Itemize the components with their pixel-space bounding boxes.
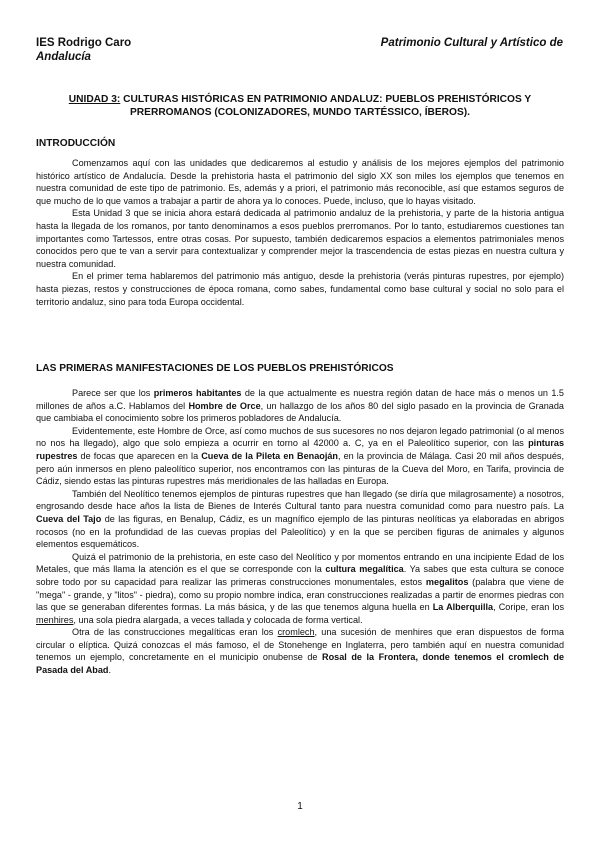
- bold-term: megalitos: [425, 576, 469, 587]
- header-school: [36, 36, 131, 64]
- page-number: 1: [297, 801, 303, 812]
- bold-term: Rosal de la Frontera, donde tenemos el cromlech de Pasada del Abad: [36, 652, 564, 676]
- section-paragraph-5: Otra de las construcciones megalíticas eran los cromlech, una sucesión de menhires que eran dispuestos de forma circular o elíptica. Quizá conozcas el más famoso, el de Stonehenge en Inglaterra, pero también aquí en nuestra comunidad tenemos un ejemplo, concretamente en el municipio onubense de Rosal de la Frontera, donde tenemos el cromlech de Pasada del Abad.: [36, 627, 564, 676]
- bold-term: primeros habitantes: [153, 388, 242, 398]
- intro-paragraph-3: En el primer tema hablaremos del patrimonio más antiguo, desde la prehistoria (verás pinturas rupestres, por ejemplo) hasta piezas, restos y construcciones de época romana, como sabes, fundamental como base cultural y social no solo para el territorio andaluz, sino para toda Europa occidental.: [36, 271, 564, 307]
- intro-paragraph-2: Esta Unidad 3 que se inicia ahora estará dedicada al patrimonio andaluz de la prehistoria, y parte de la historia antigua hasta la llegada de los romanos, por tanto denominamos a esos pueblos prerromanos. Por lo tanto, estudiaremos cuestiones tan importantes como Tartessos, entre otras cosas. Por supuesto, también dedicaremos espacios a elementos patrimoniales menos conocidos pero que te van a servir para contextualizar y comprender mejor la trascendencia de estas piezas en nuestra cultura y nuestra comunidad.: [36, 208, 564, 269]
- bold-term: Hombre de Orce: [188, 400, 261, 411]
- section-paragraph-1: Parece ser que los primeros habitantes de la que actualmente es nuestra región datan de hace más o menos un 1.5 millones de años a.C. Hablamos del Hombre de Orce, un hallazgo de los años 80 del siglo pasado en la provincia de Granada que cambiaba el conocimiento sobre los primeros pobladores de Andalucía.: [36, 388, 564, 424]
- section-heading: LAS PRIMERAS MANIFESTACIONES DE LOS PUEBLOS PREHISTÓRICOS: [36, 363, 394, 374]
- section-paragraph-2: Evidentemente, este Hombre de Orce, así como muchos de sus sucesores no nos dejaron legado patrimonial (o al menos no nos ha llegado), algo que solo empieza a ocurrir en torno al 42000 a. C, ya en el Paleolítico superior, con las pinturas rupestres de focas que aparecen en la Cueva de la Pileta en Benaoján, en la provincia de Málaga. Casi 20 mil años después, pero aún inmersos en pleno paleolítico superior, nos encontramos con las pinturas de la Cueva del Moro, en Tarifa, provincia de Cádiz, siendo estas las pinturas rupestres más meridionales de las halladas en Europa.: [36, 425, 564, 487]
- unit-title: [36, 93, 564, 119]
- intro-heading: INTRODUCCIÓN: [36, 138, 116, 149]
- underlined-term: menhires: [36, 614, 74, 625]
- unit-title-text: CULTURAS HISTÓRICAS EN PATRIMONIO ANDALUZ: PUEBLOS PREHISTÓRICOS Y PRERROMANOS (COLONIZADORES, MUNDO TARTÉSSICO, ÍBEROS).: [120, 94, 532, 118]
- bold-term: Cueva de la Pileta en Benaoján: [201, 450, 338, 461]
- intro-paragraph-1: Comenzamos aquí con las unidades que dedicaremos al estudio y análisis de los mejores ejemplos del patrimonio histórico artístico de Andalucía. Desde la prehistoria hasta el patrimonio del siglo XX son miles los ejemplos que tenemos en nuestra comunidad de este tipo de patrimonio. Es, además y a priori, el patrimonio más reconocible, así que estamos seguros de que mucho de lo que vamos a trabajar a partir de ahora ya lo conoces. Puede, incluso, que lo hayas visitado.: [36, 158, 564, 206]
- header-subject: Patrimonio Cultural y Artístico de: [380, 37, 563, 49]
- section-paragraph-4: Quizá el patrimonio de la prehistoria, en este caso del Neolítico y por momentos entrando en una incipiente Edad de los Metales, que más llama la atención es el que se corresponde con la cultura megalítica. Ya sabes que esta cultura se conoce sobre todo por su capacidad para realizar las primeras construcciones monumentales, estos megalitos (palabra que viene de "mega" - grande, y "litos" - piedra), como su propio nombre indica, eran construcciones realizadas a partir de enormes piedras con las que se generaban diferentes formas. La más básica, y de las que tenemos alguna huella en La Alberquilla, Coripe, eran los menhires, una sola piedra alargada, a veces tallada y colocada de forma vertical.: [36, 551, 564, 625]
- unit-label: UNIDAD 3:: [68, 94, 121, 105]
- header-region: Andalucía: [36, 51, 91, 63]
- intro-body: [36, 157, 564, 308]
- section-body: [36, 387, 564, 677]
- bold-term: pinturas rupestres: [36, 438, 564, 461]
- underlined-term: cromlech: [277, 627, 315, 638]
- bold-term: La Alberquilla: [432, 602, 494, 613]
- header-school-name: IES Rodrigo Caro: [36, 37, 132, 49]
- bold-term: Cueva del Tajo: [36, 513, 102, 524]
- bold-term: cultura megalítica: [325, 564, 404, 575]
- section-paragraph-3: También del Neolítico tenemos ejemplos de pinturas rupestres que han llegado (se diría que milagrosamente) a nosotros, engrosando desde hace años la lista de Bienes de Interés Cultural tanto para nuestra comunidad como para nuestro país. La Cueva del Tajo de las figuras, en Benalup, Cádiz, es un magnífico ejemplo de las pinturas neolíticas ya elaboradas en abrigos rocosos (no en la profundidad de las cuevas propias del Paleolítico) y en la que se perciben figuras de animales y algunos elementos esquemáticos.: [36, 488, 565, 550]
